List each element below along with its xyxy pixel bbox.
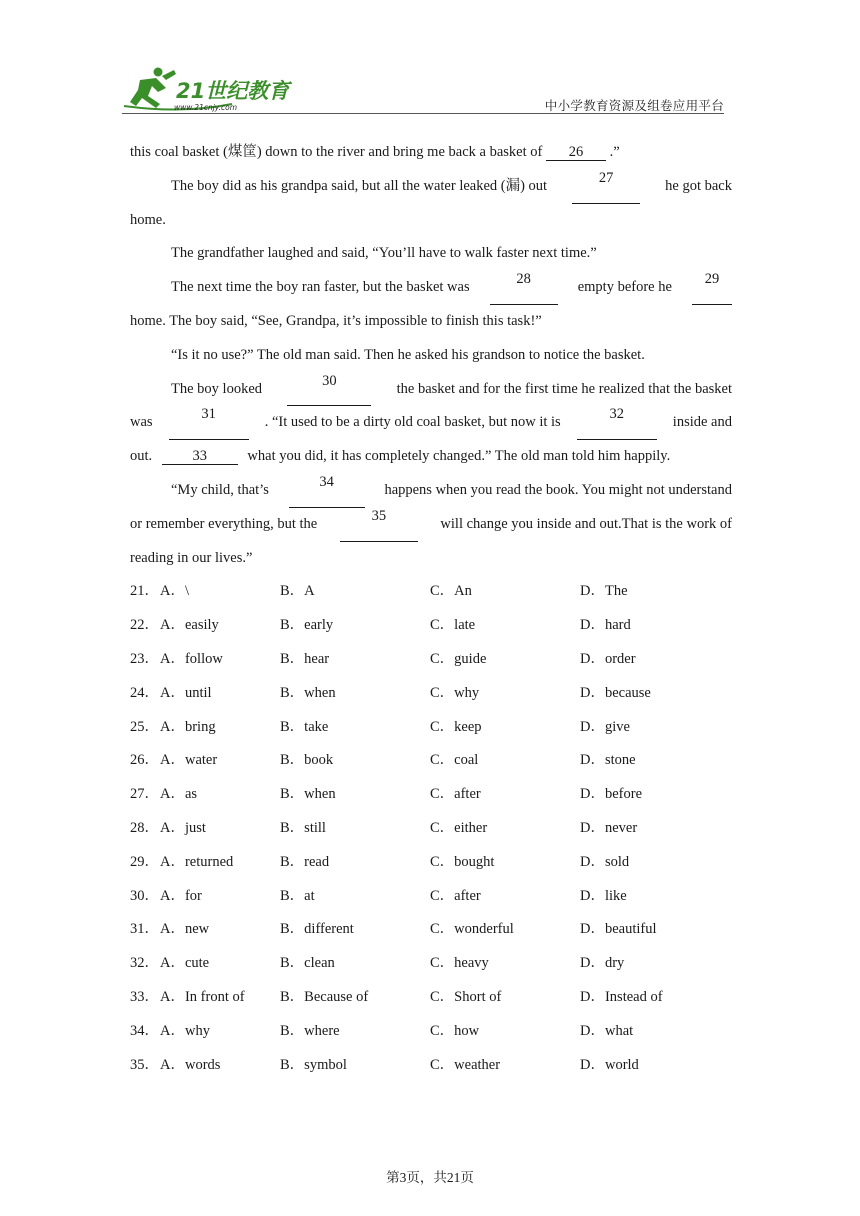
question-row (130, 880, 732, 914)
option-c[interactable]: C．heavy (430, 955, 489, 972)
question-row (130, 677, 732, 711)
option-b[interactable]: B．when (280, 684, 336, 701)
option-a[interactable]: A．water (160, 752, 218, 769)
question-row (130, 1015, 732, 1049)
passage-line: “My child, that’s 34 happens when you read the book. You might not understand (130, 474, 732, 508)
passage-line: was 31 . “It used to be a dirty old coal basket, but now it is 32 inside and (130, 406, 732, 440)
option-c[interactable]: C．bought (430, 853, 495, 870)
blank-34: 34 (289, 474, 365, 508)
option-c[interactable]: C．Short of (430, 988, 502, 1005)
option-b[interactable]: B．symbol (280, 1056, 347, 1073)
option-a[interactable]: A．bring (160, 718, 216, 735)
option-a[interactable]: A．for (160, 887, 202, 904)
passage-line: home. (130, 211, 166, 228)
option-a[interactable]: A．cute (160, 955, 210, 972)
option-b[interactable]: B．different (280, 921, 354, 938)
option-b[interactable]: B．read (280, 853, 330, 870)
option-b[interactable]: B．hear (280, 650, 330, 667)
svg-text:21世纪教育: 21世纪教育 (176, 79, 290, 103)
option-c[interactable]: C．either (430, 819, 488, 836)
option-b[interactable]: B．take (280, 718, 329, 735)
blank-29: 29 (692, 271, 732, 305)
blank-31: 31 (169, 406, 249, 440)
option-d[interactable]: D．beautiful (580, 921, 657, 938)
blank-28: 28 (490, 271, 558, 305)
passage-line: “Is it no use?” The old man said. Then he asked his grandson to notice the basket. (171, 346, 645, 363)
question-number: 26． (130, 752, 159, 769)
passage-line: The grandfather laughed and said, “You’ll have to walk faster next time.” (171, 245, 597, 262)
option-c[interactable]: C．why (430, 684, 480, 701)
option-c[interactable]: C．An (430, 583, 472, 600)
option-d[interactable]: D．like (580, 887, 627, 904)
header-divider (122, 113, 724, 114)
blank-27: 27 (572, 170, 640, 204)
option-d[interactable]: D．never (580, 819, 638, 836)
option-d[interactable]: D．The (580, 583, 628, 600)
option-a[interactable]: A．\ (160, 583, 189, 600)
passage-line: this coal basket (煤筐) down to the river and bring me back a basket of 26 .” (130, 144, 620, 160)
21cnjy-logo (122, 66, 302, 112)
blank-35: 35 (340, 508, 418, 542)
passage-line: The boy did as his grandpa said, but all the water leaked (漏) out 27 he got back (130, 170, 732, 204)
option-c[interactable]: C．coal (430, 752, 479, 769)
option-d[interactable]: D．Instead of (580, 988, 663, 1005)
question-number: 34． (130, 1022, 159, 1039)
option-a[interactable]: A．as (160, 786, 198, 803)
page-number: 第3页，共21页 (386, 1170, 474, 1185)
question-number: 28． (130, 819, 159, 836)
option-c[interactable]: C．how (430, 1022, 480, 1039)
option-d[interactable]: D．hard (580, 617, 631, 634)
blank-26: 26 (546, 144, 606, 161)
question-row (130, 913, 732, 947)
option-a[interactable]: A．until (160, 684, 212, 701)
option-b[interactable]: B．at (280, 887, 315, 904)
option-c[interactable]: C．weather (430, 1056, 501, 1073)
question-row (130, 947, 732, 981)
page-header (122, 66, 724, 114)
question-number: 32． (130, 955, 159, 972)
question-row (130, 575, 732, 609)
option-c[interactable]: C．late (430, 617, 476, 634)
answer-options (130, 575, 732, 1082)
question-row (130, 846, 732, 880)
platform-name: 中小学教育资源及组卷应用平台 (544, 98, 724, 113)
option-c[interactable]: C．keep (430, 718, 482, 735)
option-a[interactable]: A．words (160, 1056, 221, 1073)
passage-line: The next time the boy ran faster, but the basket was 28 empty before he 29 (130, 271, 732, 305)
question-row (130, 609, 732, 643)
option-a[interactable]: A．easily (160, 617, 219, 634)
option-d[interactable]: D．because (580, 684, 651, 701)
question-number: 35． (130, 1056, 159, 1073)
option-a[interactable]: A．just (160, 819, 206, 836)
option-b[interactable]: B．clean (280, 955, 335, 972)
question-number: 22． (130, 617, 159, 634)
passage-line: home. The boy said, “See, Grandpa, it’s impossible to finish this task!” (130, 312, 542, 329)
question-row (130, 711, 732, 745)
option-a[interactable]: A．why (160, 1022, 210, 1039)
option-b[interactable]: B．A (280, 583, 315, 600)
option-b[interactable]: B．Because of (280, 988, 369, 1005)
option-d[interactable]: D．give (580, 718, 630, 735)
option-d[interactable]: D．stone (580, 752, 636, 769)
question-number: 29． (130, 853, 159, 870)
passage-line: reading in our lives.” (130, 549, 253, 566)
option-a[interactable]: A．follow (160, 650, 223, 667)
question-number: 30． (130, 887, 159, 904)
option-d[interactable]: D．order (580, 650, 636, 667)
question-row (130, 643, 732, 677)
blank-32: 32 (577, 406, 657, 440)
blank-33: 33 (162, 448, 238, 465)
passage-line: or remember everything, but the 35 will change you inside and out.That is the work of (130, 508, 732, 542)
question-number: 23． (130, 650, 159, 667)
option-c[interactable]: C．after (430, 786, 481, 803)
question-number: 25． (130, 718, 159, 735)
option-b[interactable]: B．early (280, 617, 334, 634)
svg-text:www.21cnjy.com: www.21cnjy.com (174, 103, 238, 112)
option-d[interactable]: D．sold (580, 853, 630, 870)
question-number: 24． (130, 684, 159, 701)
option-a[interactable]: A．In front of (160, 988, 245, 1005)
option-c[interactable]: C．wonderful (430, 921, 514, 938)
option-d[interactable]: D．before (580, 786, 643, 803)
question-number: 33． (130, 988, 159, 1005)
option-d[interactable]: D．world (580, 1056, 639, 1073)
question-number: 27． (130, 786, 159, 803)
question-row (130, 812, 732, 846)
question-row (130, 744, 732, 778)
option-b[interactable]: B．still (280, 819, 326, 836)
reading-passage (130, 136, 732, 1082)
option-d[interactable]: D．what (580, 1022, 634, 1039)
option-a[interactable]: A．new (160, 921, 210, 938)
option-c[interactable]: C．after (430, 887, 481, 904)
question-row (130, 778, 732, 812)
option-d[interactable]: D．dry (580, 955, 625, 972)
passage-line: out. 33 what you did, it has completely changed.” The old man told him happily. (130, 448, 671, 465)
option-b[interactable]: B．where (280, 1022, 340, 1039)
question-row (130, 981, 732, 1015)
passage-line: The boy looked 30 the basket and for the first time he realized that the basket (130, 373, 732, 407)
option-a[interactable]: A．returned (160, 853, 234, 870)
option-b[interactable]: B．book (280, 752, 334, 769)
question-row (130, 1049, 732, 1083)
option-b[interactable]: B．when (280, 786, 336, 803)
question-number: 21． (130, 583, 159, 600)
blank-30: 30 (287, 373, 371, 407)
option-c[interactable]: C．guide (430, 650, 487, 667)
question-number: 31． (130, 921, 159, 938)
